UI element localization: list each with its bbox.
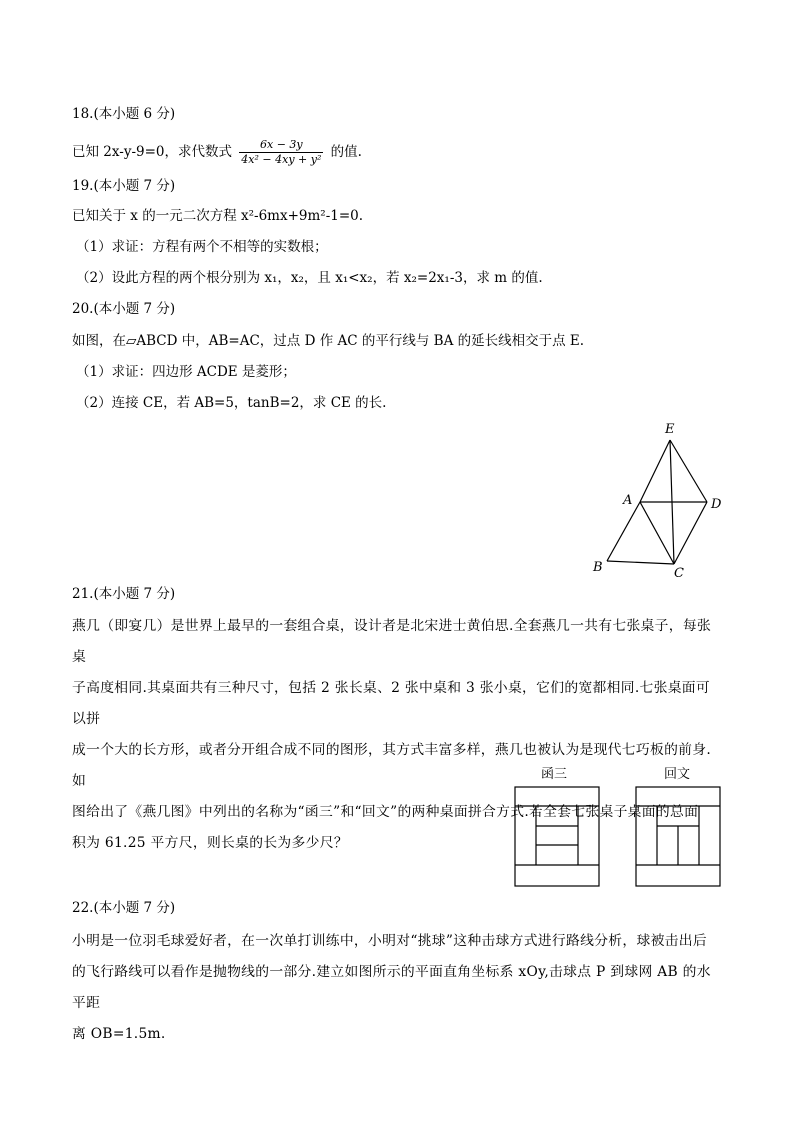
q22-line-3: 离 OB=1.5m. [72,1026,166,1042]
q21-line-1: 燕几（即宴几）是世界上最早的一套组合桌，设计者是北宋进士黄伯思.全套燕几一共有七张桌子，每张桌 [72,618,712,665]
label-D: D [711,497,722,512]
q18-denominator: 4x² − 4xy + y² [241,153,322,166]
segment-EA [640,440,670,502]
q22-line-1: 小明是一位羽毛球爱好者，在一次单打训练中，小明对“挑球”这种击球方式进行路线分析，球被击出后 [72,933,707,949]
label-A: A [623,493,633,508]
q18-condition: 已知 2x-y-9=0，求代数式 [72,144,232,160]
fig-huiwen-title: 回文 [664,767,691,782]
q18-header: 18.(本小题 6 分) [72,106,176,122]
q18-statement [72,138,362,167]
q19-part2: （2）设此方程的两个根分别为 x₁，x₂，且 x₁<x₂，若 x₂=2x₁-3，求 m 的值. [76,270,543,286]
q19-stem: 已知关于 x 的一元二次方程 x²-6mx+9m²-1=0. [72,208,364,224]
q21-body [72,611,722,859]
label-C: C [674,566,684,581]
q18-numerator: 6x − 3y [260,138,303,151]
q19-header: 19.(本小题 7 分) [72,178,176,194]
label-E: E [665,422,675,437]
q21-line-3: 成一个大的长方形，或者分开组合成不同的图形，其方式丰富多样，燕几也被认为是现代七巧板的前身.如 [72,742,712,789]
q21-line-2: 子高度相同.其桌面共有三种尺寸，包括 2 张长桌、2 张中桌和 3 张小桌，它们的宽都相同.七张桌面可以拼 [72,680,711,727]
fig-huiwen-layout [635,786,722,888]
q22-header: 22.(本小题 7 分) [72,900,176,916]
segment-AB [607,502,640,561]
label-B: B [593,560,603,575]
q22-line-2: 的飞行路线可以看作是抛物线的一部分.建立如图所示的平面直角坐标系 xOy,击球点 P 到球网 AB 的水平距 [72,964,711,1011]
q20-part1: （1）求证：四边形 ACDE 是菱形； [76,364,296,380]
q21-line-4: 图给出了《燕几图》中列出的名称为“函三”和“回文”的两种桌面拼合方式.若全套七张桌子桌面的总面 [72,804,699,820]
hansan-outline [515,787,599,886]
segment-ED [670,440,707,502]
segment-DC [674,502,707,564]
segment-BC [607,561,674,564]
q21-header: 21.(本小题 7 分) [72,586,176,602]
q18-fraction [239,138,323,167]
q20-header: 20.(本小题 7 分) [72,301,176,317]
q20-geometry-figure [585,418,735,583]
q22-body [72,926,722,1050]
q20-stem: 如图，在▱ABCD 中，AB=AC，过点 D 作 AC 的平行线与 BA 的延长线相交于点 E. [72,333,585,349]
q20-part2: （2）连接 CE，若 AB=5，tanB=2，求 CE 的长. [76,395,387,411]
q18-tail: 的值. [330,144,362,160]
fig-hansan-title: 函三 [541,767,568,782]
q21-line-5: 积为 61.25 平方尺，则长桌的长为多少尺？ [72,835,348,851]
fig-hansan-layout [514,786,601,888]
segment-AC [640,502,674,564]
q19-part1: （1）求证：方程有两个不相等的实数根； [76,239,328,255]
